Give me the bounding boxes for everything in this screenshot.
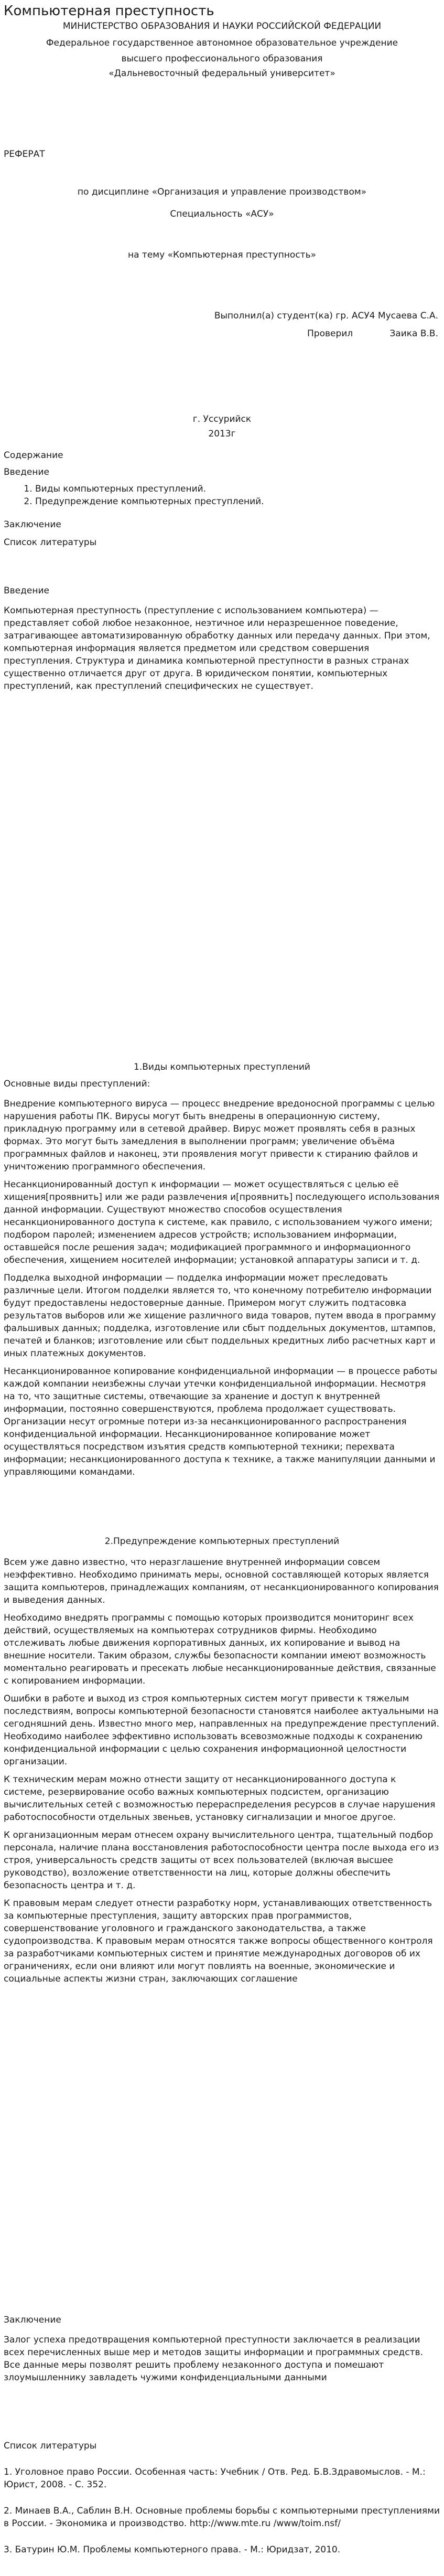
intro-text: Компьютерная преступность (преступление с использованием компьютера) — представляет собой любое незаконное, неэтичное или неразрешенное поведение, затрагивающее автоматизированную обработку данных или передачу данных. При этом, компьютерная информация является предметом или средством совершения преступления. Структура и динамика компьютерной преступности в разных странах существенно отличается друг от друга. В юридическом понятии, компьютерных преступлений, как преступлений специфических не существует. bbox=[4, 605, 430, 691]
literature-item: 2. Минаев В.А., Саблин В.Н. Основные проблемы борьбы с компьютерными преступлениями в России. - Экономика и производство. http://www.mte.ru /www/toim.nsf/ bbox=[4, 2506, 440, 2529]
literature-heading: Список литературы bbox=[4, 2441, 97, 2451]
section1-paragraph: Несанкционированный доступ к информации — может осуществляться с целью её хищения[проявнить] или же ради развлечения и[проявнить] последующего использования данной информации. Существуют множество способов осуществления несанкционированного доступа к системе, как правило, с использованием чужого имени; подбором паролей; изменением адресов устройств; использованием информации, оставшейся после решения задач; модификацией программного и информационного обеспечения, хищением носителей информации; установкой аппаратуры записи и т. д. bbox=[4, 1179, 440, 1265]
intro-heading: Введение bbox=[4, 586, 49, 596]
institution-line-3: «Дальневосточный федеральный университет» bbox=[109, 68, 335, 79]
conclusion-section bbox=[4, 2314, 440, 2384]
section2-paragraph: Необходимо внедрять программы с помощью которых производится мониторинг всех действий, осуществляемых на компьютерах сотрудников фирмы. Необходимо отслеживать любые движения корпоративных данных, их копирование и вывод на внешние носители. Таким образом, службы безопасности компании имеют возможность моментально реагировать и пресекать любые несанкционированные действия, связанные с копированием информации. bbox=[4, 1613, 436, 1686]
section2-paragraph: Ошибки в работе и выход из строя компьютерных систем могут привести к тяжелым последствиям, вопросы компьютерной безопасности становятся наиболее актуальными на сегодняшний день. Известно много мер, направленных на предупреждение преступлений. Необходимо наиболее эффективно использовать всевозможные подходы к сохранению конфиденциальной информации с целью сохранения информационной целостности организации. bbox=[4, 1694, 439, 1767]
city-year-block bbox=[0, 413, 444, 440]
checked-line: Проверил Заика В.В. bbox=[307, 328, 438, 339]
performed-line: Выполнил(а) студент(ка) гр. АСУ4 Мусаева С.А. bbox=[214, 311, 438, 321]
authors-block bbox=[0, 310, 438, 340]
toc-item: 1. Виды компьютерных преступлений. bbox=[35, 483, 439, 495]
institution-line-2: высшего профессионального образования bbox=[121, 54, 323, 64]
table-of-contents bbox=[4, 449, 439, 549]
conclusion-heading: Заключение bbox=[4, 2315, 61, 2325]
section1-heading: 1.Виды компьютерных преступлений bbox=[134, 1062, 310, 1072]
literature-section bbox=[4, 2440, 440, 2570]
toc-list bbox=[4, 483, 439, 508]
discipline-line: по дисциплине «Организация и управление производством» bbox=[77, 187, 367, 197]
section2-paragraph: К организационным мерам отнесем охрану вычислительного центра, тщательный подбор персонала, наличие плана восстановления работоспособности центра после выхода его из строя, универсальность средств защиты от всех пользователей (включая высшее руководство), возложение ответственности на лиц, которые должны обеспечить безопасность центра и т. д. bbox=[4, 1830, 439, 1891]
institution-line-1: Федеральное государственное автономное образовательное учреждение bbox=[46, 38, 398, 48]
specialty-line: Специальность «АСУ» bbox=[170, 209, 274, 219]
ministry-line: МИНИСТЕРСТВО ОБРАЗОВАНИЯ И НАУКИ РОССИЙСКОЙ ФЕДЕРАЦИИ bbox=[62, 21, 382, 31]
conclusion-text: Залог успеха предотвращения компьютерной преступности заключается в реализации всех перечисленных выше мер и методов защиты информации и программных средств. Все данные меры позволят решить проблему незаконного доступа и помешают злоумышленнику завладеть чужими конфиденциальными данными bbox=[4, 2335, 423, 2383]
section1-paragraph: Подделка выходной информации — подделка информации может преследовать различные цели. Итогом подделки является то, что конечному потребителю информации будут предоставлены недостоверные данные. Примером могут служить подтасовка результатов выборов или же хищение различного вида товаров, путем ввода в программу фальшивых данных; подделка, изготовление или сбыт поддельных документов, штампов, печатей и бланков; изготовление или сбыт поддельных кредитных либо расчетных карт и иных платежных документов. bbox=[4, 1273, 436, 1359]
section1-paragraph: Внедрение компьютерного вируса — процесс внедрение вредоносной программы с целью нарушения работы ПК. Вирусы могут быть внедрены в операционную систему, прикладную программу или в сетевой драйвер. Вирус может проявлять себя в разных формах. Это могут быть замедления в выполнении программ; увеличение объёма программных файлов и наконец, эти проявления могут привести к стиранию файлов и уничтожению программного обеспечения. bbox=[4, 1099, 435, 1172]
section2-heading: 2.Предупреждение компьютерных преступлений bbox=[104, 1536, 340, 1547]
literature-item: 1. Уголовное право России. Особенная часть: Учебник / Отв. Ред. Б.В.Здравомыслов. - М.: Юрист, 2008. - С. 352. bbox=[4, 2467, 426, 2490]
doc-type: РЕФЕРАТ bbox=[4, 149, 45, 159]
literature-list bbox=[4, 2466, 440, 2556]
city-line: г. Уссурийск bbox=[192, 414, 252, 424]
toc-intro: Введение bbox=[4, 467, 49, 477]
section1-body bbox=[4, 1078, 440, 1478]
toc-item: 2. Предупреждение компьютерных преступлений. bbox=[35, 495, 439, 508]
section2-paragraph: К правовым мерам следует отнести разработку норм, устанавливающих ответственность за компьютерные преступления, защиту авторских прав программистов, совершенствование уголовного и гражданского законодательства, а также судопроизводства. К правовым мерам относятся также вопросы общественного контроля за разработчиками компьютерных систем и принятие международных договоров об их ограничениях, если они влияют или могут повлиять на военные, экономические и социальные аспекты жизни стран, заключающих соглашение bbox=[4, 1898, 433, 1984]
literature-item: 3. Батурин Ю.М. Проблемы компьютерного права. - М.: Юридзат, 2010. bbox=[4, 2545, 341, 2555]
toc-literature: Список литературы bbox=[4, 537, 97, 548]
toc-heading: Содержание bbox=[4, 450, 63, 461]
section2-paragraph: К техническим мерам можно отнести защиту от несанкционированного доступа к системе, резервирование особо важных компьютерных подсистем, организацию вычислительных сетей с возможностью перераспределения ресурсов в случае нарушения работоспособности отдельных звеньев, установку сигнализации и многое другое. bbox=[4, 1774, 436, 1823]
header-block bbox=[0, 20, 444, 80]
section1-subheading: Основные виды преступлений: bbox=[4, 1079, 150, 1089]
toc-conclusion: Заключение bbox=[4, 519, 61, 530]
section2-body bbox=[4, 1556, 440, 1985]
section1-paragraph: Несанкционированное копирование конфиденциальной информации — в процессе работы каждой компании неизбежны случаи утечки конфиденциальной информации. Несмотря на то, что защитные системы, отвечающие за хранение и доступ к внутренней информации, постоянно совершенствуются, проблема продолжает существовать. Организации несут огромные потери из-за несанкционированного распространения конфиденциальной информации. Несанкционированное копирование может осуществляться посредством изъятия средств компьютерной техники; перехвата информации; несанкционированного доступа к технике, а также манипуляции данными и управляющими командами. bbox=[4, 1366, 438, 1477]
intro-section bbox=[4, 584, 440, 693]
year-line: 2013г bbox=[208, 429, 236, 439]
topic-line: на тему «Компьютерная преступность» bbox=[127, 250, 317, 260]
discipline-block bbox=[0, 186, 444, 220]
page-title: Компьютерная преступность bbox=[4, 3, 214, 19]
section2-paragraph: Всем уже давно известно, что неразглашение внутренней информации совсем неэффективно. Необходимо принимать меры, основной составляющей которых является защита компьютеров, принадлежащих компаниям, от несанкционированного копирования и выведения данных. bbox=[4, 1557, 439, 1605]
